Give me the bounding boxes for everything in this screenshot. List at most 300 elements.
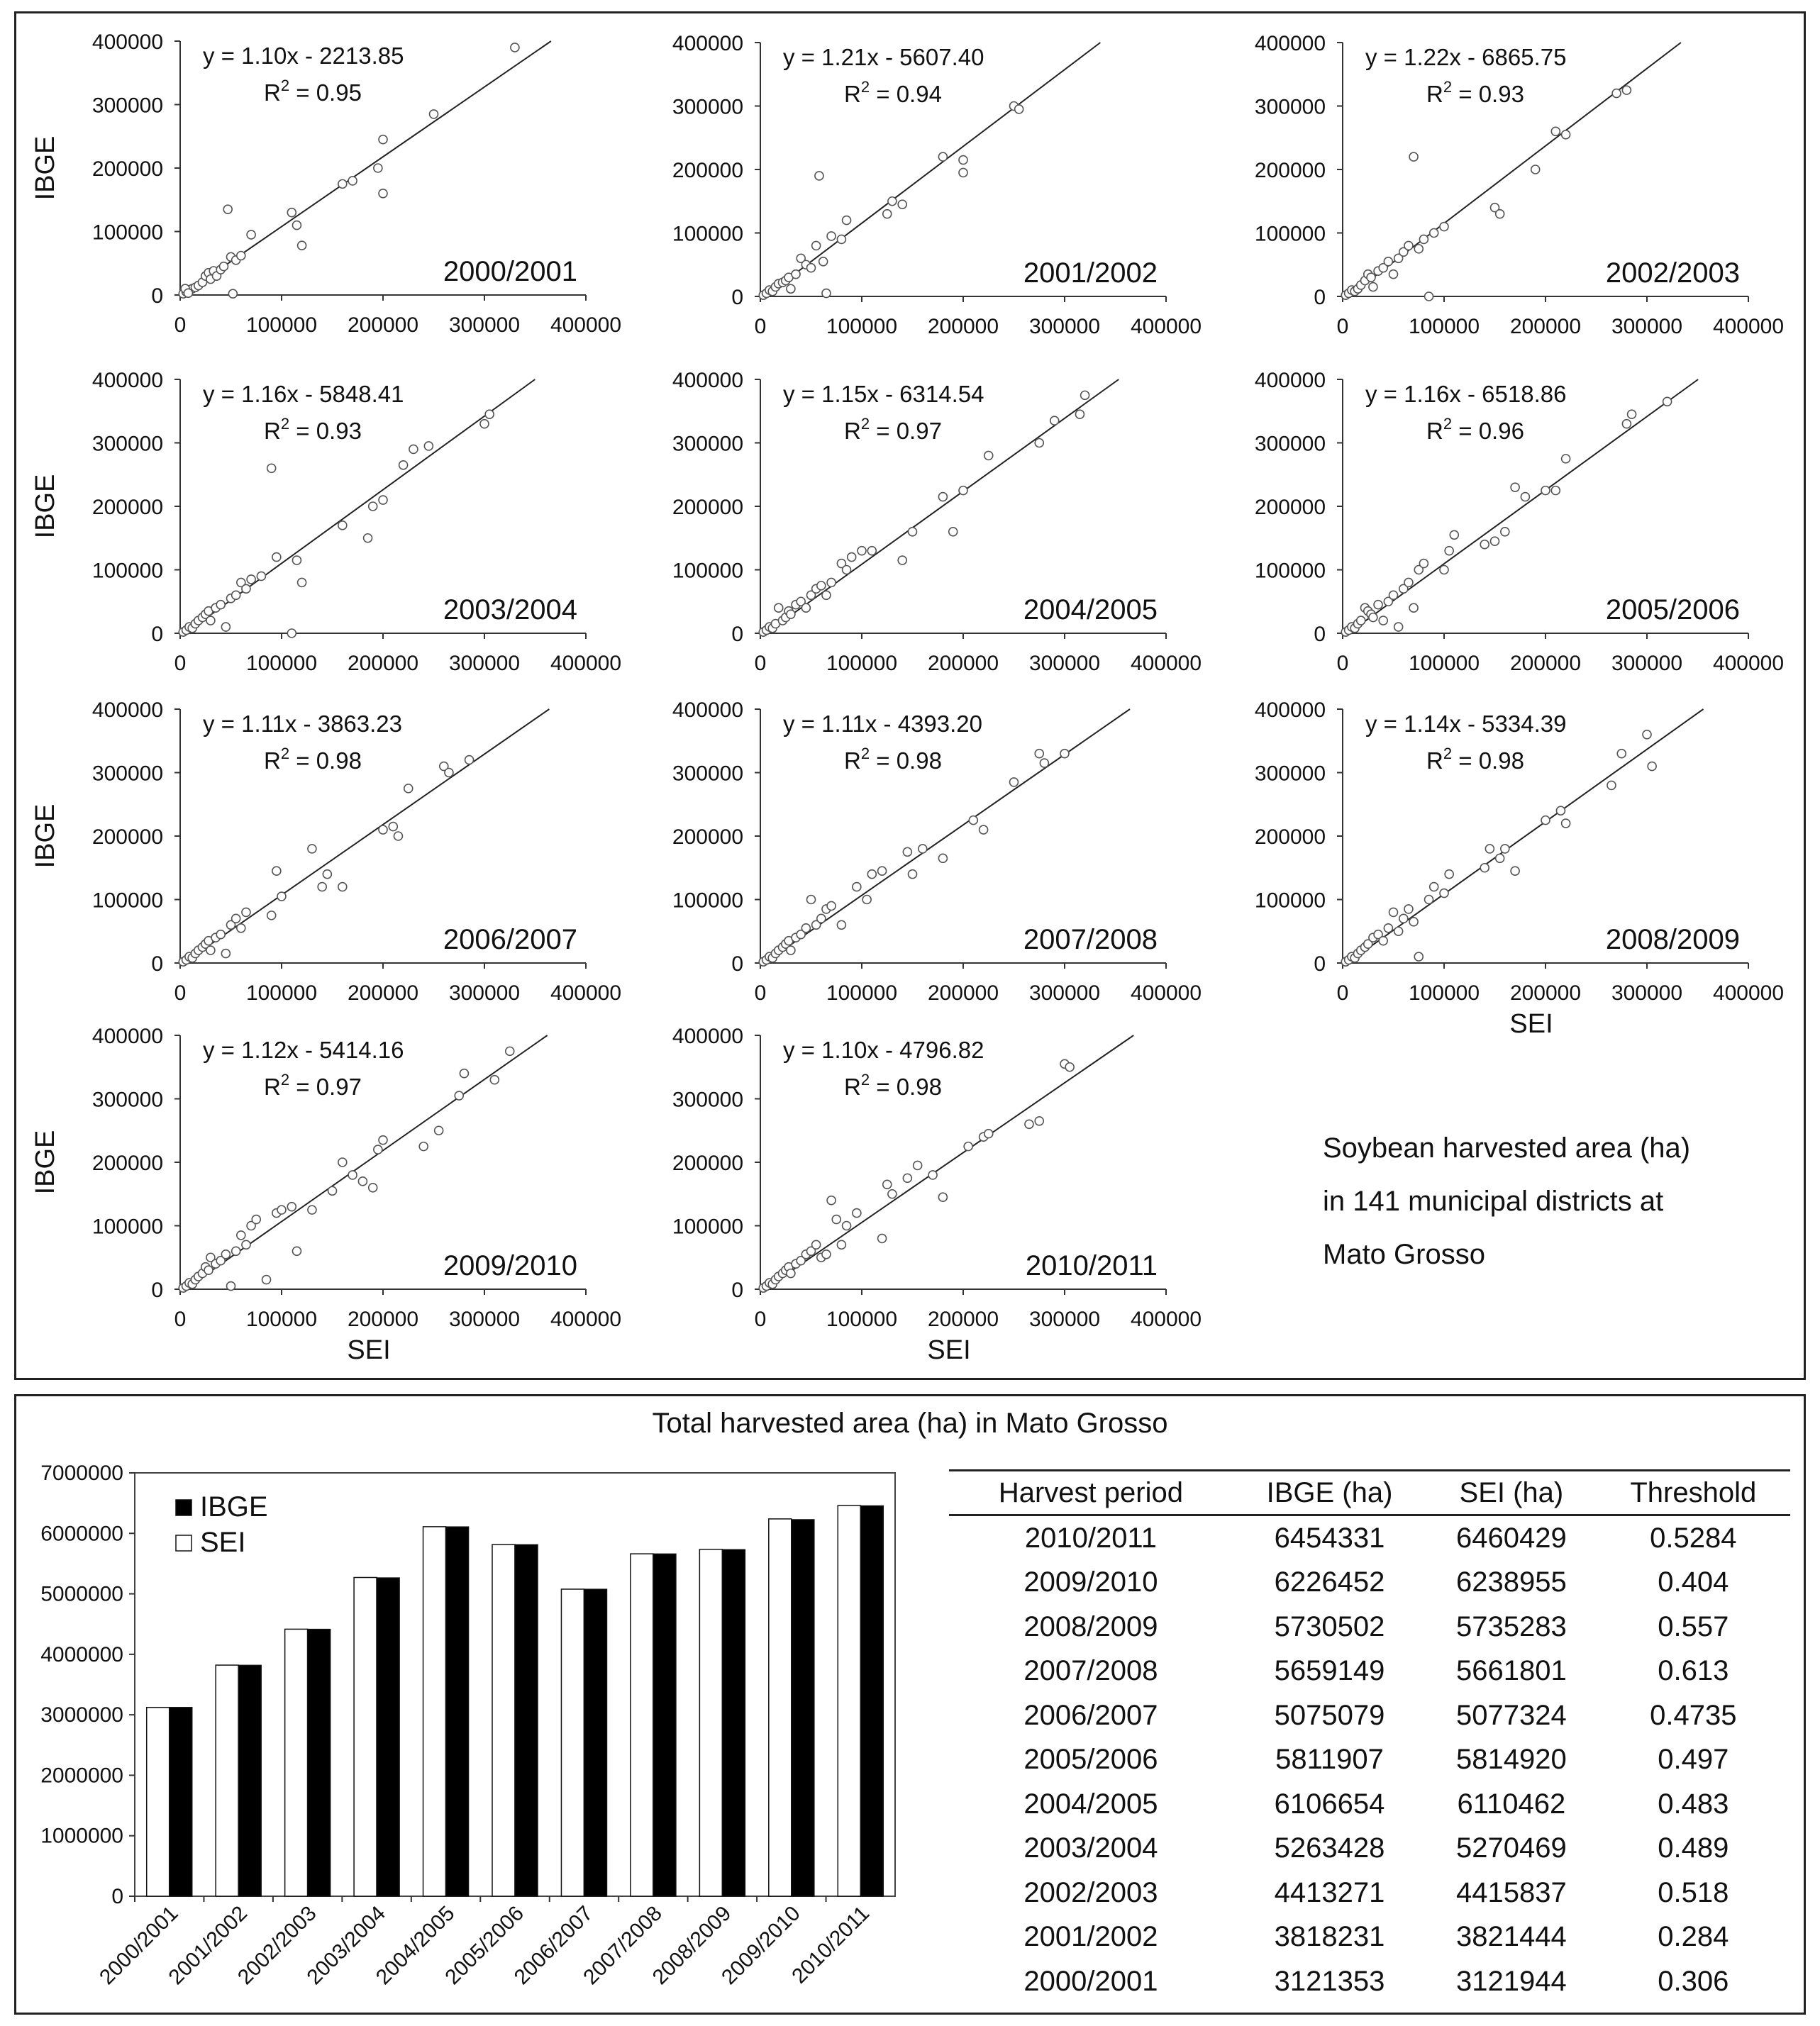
y-tick-label: 0 xyxy=(151,284,163,308)
r-squared-value: = 0.98 xyxy=(289,747,362,774)
y-tick-label: 100000 xyxy=(672,1215,743,1239)
r-squared-label xyxy=(844,415,942,444)
data-point xyxy=(1541,486,1550,495)
data-point xyxy=(374,1145,382,1154)
legend-swatch-ibge xyxy=(176,1500,192,1515)
y-axis-title: IBGE xyxy=(30,1130,60,1195)
data-point xyxy=(338,521,347,530)
bar-chart-title: Total harvested area (ha) in Mato Grosso xyxy=(652,1408,1168,1439)
table-row xyxy=(949,1959,1790,2004)
data-point xyxy=(1480,864,1489,872)
x-tick-label: 2008/2009 xyxy=(648,1901,736,1990)
regression-equation: y = 1.16x - 5848.41 xyxy=(203,381,404,407)
y-tick-label: 0 xyxy=(1314,952,1326,976)
x-tick-label: 100000 xyxy=(1408,981,1480,1005)
data-point xyxy=(1648,762,1656,771)
data-point xyxy=(287,629,296,638)
data-point xyxy=(858,547,866,555)
data-point xyxy=(815,172,823,180)
y-tick-label: 5000000 xyxy=(40,1582,123,1606)
y-tick-label: 400000 xyxy=(672,369,743,392)
r-squared-label xyxy=(1426,78,1524,107)
data-point xyxy=(460,1069,468,1078)
data-point xyxy=(184,289,192,297)
data-point xyxy=(837,235,845,243)
data-point xyxy=(812,241,821,250)
x-tick-label: 200000 xyxy=(347,1308,419,1331)
data-point xyxy=(1075,410,1084,418)
data-point xyxy=(287,1203,296,1211)
x-tick-label: 2005/2006 xyxy=(440,1901,528,1990)
bar-ibge xyxy=(308,1630,331,1896)
r-squared-label xyxy=(1426,745,1524,774)
data-point xyxy=(832,1215,840,1224)
data-point xyxy=(1384,257,1392,266)
data-point xyxy=(1040,759,1048,767)
data-point xyxy=(298,578,306,586)
y-tick-label: 300000 xyxy=(672,95,743,119)
data-point xyxy=(409,445,418,453)
data-point xyxy=(969,816,977,825)
data-point xyxy=(1445,547,1453,555)
x-tick-label: 400000 xyxy=(1712,981,1785,1005)
data-point xyxy=(272,553,281,562)
x-tick-label: 200000 xyxy=(927,652,999,675)
data-point xyxy=(257,572,265,580)
period-label: 2007/2008 xyxy=(1023,924,1158,955)
bar-ibge xyxy=(238,1665,261,1896)
data-point xyxy=(807,896,816,904)
data-point xyxy=(1404,578,1413,586)
data-point xyxy=(817,581,826,590)
x-tick-label: 0 xyxy=(1336,315,1349,338)
y-tick-label: 400000 xyxy=(672,32,743,55)
y-tick-label: 300000 xyxy=(672,762,743,786)
col-header-ibge: IBGE (ha) xyxy=(1233,1471,1426,1515)
table-row xyxy=(949,1515,1790,1561)
data-point xyxy=(1501,845,1509,853)
x-tick-label: 400000 xyxy=(550,652,622,675)
data-point xyxy=(964,1142,972,1151)
data-point xyxy=(379,189,387,198)
r-squared-value: = 0.98 xyxy=(870,1074,942,1100)
y-tick-label: 200000 xyxy=(91,825,163,849)
y-tick-label: 200000 xyxy=(672,1152,743,1175)
table-cell: 5263428 xyxy=(1274,1832,1385,1864)
table-cell: 5811907 xyxy=(1275,1744,1384,1776)
data-point xyxy=(1491,537,1499,545)
data-point xyxy=(206,946,215,954)
data-point xyxy=(221,1250,230,1259)
note-line: Mato Grosso xyxy=(1323,1239,1485,1270)
data-point xyxy=(338,1158,347,1167)
data-point xyxy=(878,1234,887,1242)
r-squared-superscript: 2 xyxy=(860,415,870,433)
r-squared-symbol: R xyxy=(844,1074,861,1100)
r-squared-label xyxy=(264,745,362,774)
data-point xyxy=(898,556,906,564)
x-tick-label: 200000 xyxy=(927,981,999,1005)
x-axis-title: SEI xyxy=(927,1335,971,1365)
y-tick-label: 200000 xyxy=(91,157,163,181)
data-point xyxy=(228,289,237,298)
data-point xyxy=(298,241,306,250)
data-point xyxy=(435,1126,443,1135)
table-cell: 2002/2003 xyxy=(1023,1876,1158,1908)
y-tick-label: 400000 xyxy=(91,1025,163,1048)
x-tick-label: 2001/2002 xyxy=(164,1901,253,1990)
table-body xyxy=(949,1515,1790,2004)
r-squared-superscript: 2 xyxy=(860,1071,870,1089)
r-squared-value: = 0.97 xyxy=(870,418,942,444)
y-tick-label: 200000 xyxy=(672,825,743,849)
x-tick-label: 200000 xyxy=(347,313,419,337)
data-point xyxy=(1511,867,1519,875)
x-tick-label: 200000 xyxy=(927,315,999,338)
data-point xyxy=(1050,416,1059,425)
table-cell: 0.489 xyxy=(1658,1832,1729,1864)
data-point xyxy=(837,1240,845,1249)
data-point xyxy=(812,1240,821,1249)
x-tick-label: 2006/2007 xyxy=(509,1901,598,1990)
y-tick-label: 2000000 xyxy=(40,1764,123,1788)
table-cell: 3818231 xyxy=(1274,1921,1385,1953)
data-point xyxy=(277,892,286,901)
data-point xyxy=(903,1174,911,1182)
table-cell: 2003/2004 xyxy=(1023,1832,1158,1864)
table-row xyxy=(949,1782,1790,1827)
note-line: Soybean harvested area (ha) xyxy=(1323,1132,1691,1164)
data-point xyxy=(984,451,993,460)
bar-ibge xyxy=(860,1506,883,1896)
table-cell: 4413271 xyxy=(1274,1876,1385,1908)
scatter-plot-2009-2010 xyxy=(30,1025,621,1365)
x-tick-label: 300000 xyxy=(1611,315,1683,338)
table-cell: 0.5284 xyxy=(1650,1522,1737,1554)
data-point xyxy=(1035,750,1043,758)
data-point xyxy=(1025,1120,1033,1128)
bar-ibge xyxy=(653,1554,676,1896)
data-point xyxy=(247,575,255,584)
data-point xyxy=(787,946,795,954)
data-point xyxy=(242,908,250,916)
table-cell: 2005/2006 xyxy=(1023,1744,1158,1776)
data-point xyxy=(1430,883,1438,891)
regression-equation: y = 1.11x - 3863.23 xyxy=(203,711,402,737)
data-point xyxy=(909,870,917,879)
data-point xyxy=(221,623,230,631)
data-point xyxy=(1010,778,1019,786)
data-point xyxy=(1501,528,1509,536)
data-point xyxy=(1607,781,1616,789)
data-point xyxy=(1409,603,1418,612)
data-point xyxy=(853,1209,861,1218)
data-point xyxy=(1367,273,1375,282)
data-point xyxy=(424,442,433,450)
data-point xyxy=(252,1215,260,1224)
bar-sei xyxy=(561,1589,584,1896)
bar-ibge xyxy=(377,1578,399,1896)
x-tick-label: 200000 xyxy=(1509,652,1582,675)
r-squared-value: = 0.93 xyxy=(289,418,362,444)
data-point xyxy=(379,825,387,834)
r-squared-superscript: 2 xyxy=(1443,415,1453,433)
y-tick-label: 6000000 xyxy=(40,1522,123,1546)
regression-equation: y = 1.21x - 5607.40 xyxy=(783,44,984,70)
data-point xyxy=(1622,86,1631,94)
x-tick-label: 300000 xyxy=(1028,315,1101,338)
x-tick-label: 400000 xyxy=(550,981,622,1005)
data-point xyxy=(949,528,958,536)
table-cell: 5730502 xyxy=(1274,1610,1385,1642)
data-point xyxy=(216,601,225,609)
scatter-plot-2001-2002 xyxy=(672,32,1202,338)
bar-sei xyxy=(699,1549,722,1896)
r-squared-symbol: R xyxy=(1426,418,1443,444)
x-tick-label: 0 xyxy=(174,652,187,675)
table-cell: 0.306 xyxy=(1658,1965,1729,1997)
r-squared-value: = 0.98 xyxy=(1452,747,1524,774)
table-row xyxy=(949,1738,1790,1783)
table-cell: 2001/2002 xyxy=(1023,1921,1158,1953)
data-point xyxy=(292,221,301,230)
table-cell: 6106654 xyxy=(1274,1788,1385,1820)
regression-equation: y = 1.10x - 4796.82 xyxy=(783,1037,984,1063)
y-tick-label: 100000 xyxy=(672,889,743,913)
x-tick-label: 300000 xyxy=(1028,1308,1101,1331)
regression-equation: y = 1.22x - 6865.75 xyxy=(1365,44,1567,70)
x-tick-label: 300000 xyxy=(448,981,521,1005)
r-squared-symbol: R xyxy=(264,418,281,444)
bar-ibge xyxy=(515,1544,538,1896)
data-point xyxy=(787,610,795,618)
regression-equation: y = 1.12x - 5414.16 xyxy=(203,1037,404,1063)
data-point xyxy=(379,135,387,144)
y-tick-label: 300000 xyxy=(91,94,163,118)
x-tick-label: 400000 xyxy=(1712,652,1785,675)
table-cell: 0.613 xyxy=(1658,1655,1729,1687)
data-point xyxy=(308,845,316,853)
data-point xyxy=(1617,750,1626,758)
data-point xyxy=(843,566,851,574)
x-tick-label: 200000 xyxy=(1509,981,1582,1005)
data-point xyxy=(1384,924,1392,933)
scatter-plot-2000-2001 xyxy=(30,30,621,337)
y-tick-label: 400000 xyxy=(672,1025,743,1048)
x-tick-label: 400000 xyxy=(550,313,622,337)
x-tick-label: 200000 xyxy=(347,652,419,675)
x-tick-label: 2009/2010 xyxy=(717,1901,805,1990)
data-point xyxy=(1425,292,1433,301)
data-point xyxy=(267,464,276,472)
bar-chart xyxy=(40,1462,895,1989)
y-tick-label: 0 xyxy=(731,1279,743,1302)
data-point xyxy=(848,553,856,562)
y-tick-label: 100000 xyxy=(91,221,163,245)
data-point xyxy=(465,756,474,764)
bar-sei xyxy=(838,1505,860,1896)
data-point xyxy=(506,1047,514,1055)
data-point xyxy=(1556,806,1565,815)
bar-sei xyxy=(423,1527,446,1896)
table-cell: 2009/2010 xyxy=(1023,1566,1158,1598)
y-tick-label: 200000 xyxy=(1254,496,1326,519)
regression-equation: y = 1.14x - 5334.39 xyxy=(1365,711,1567,737)
x-tick-label: 100000 xyxy=(826,981,898,1005)
y-tick-label: 400000 xyxy=(91,698,163,722)
data-point xyxy=(1065,1063,1074,1072)
data-point xyxy=(867,547,876,555)
data-point xyxy=(1404,241,1413,250)
data-point xyxy=(792,270,800,279)
r-squared-symbol: R xyxy=(264,79,281,106)
r-squared-superscript: 2 xyxy=(1443,745,1453,762)
data-point xyxy=(1551,127,1560,135)
scatter-plot-2008-2009 xyxy=(1255,698,1784,1039)
data-point xyxy=(369,1184,377,1192)
data-point xyxy=(262,1276,271,1284)
y-tick-label: 0 xyxy=(151,1279,163,1302)
data-point xyxy=(338,179,347,188)
bar-ibge xyxy=(722,1549,745,1896)
y-tick-label: 0 xyxy=(731,286,743,309)
bar-sei xyxy=(492,1544,515,1896)
data-point xyxy=(1521,493,1529,501)
data-point xyxy=(1081,391,1089,399)
data-point xyxy=(843,1222,851,1230)
y-axis-title: IBGE xyxy=(30,803,60,869)
note-line: in 141 municipal districts at xyxy=(1323,1186,1664,1217)
y-tick-label: 0 xyxy=(151,952,163,976)
data-point xyxy=(1374,601,1382,609)
x-tick-label: 2010/2011 xyxy=(787,1901,875,1988)
data-point xyxy=(959,156,967,165)
data-point xyxy=(938,854,947,862)
data-point xyxy=(959,486,967,495)
col-header-sei: SEI (ha) xyxy=(1426,1471,1596,1515)
table-cell: 3121353 xyxy=(1274,1965,1385,1997)
data-point xyxy=(232,1247,240,1255)
y-tick-label: 400000 xyxy=(1254,369,1326,392)
data-point xyxy=(1404,905,1413,913)
y-tick-label: 400000 xyxy=(91,30,163,54)
col-header-harvest-period: Harvest period xyxy=(949,1471,1233,1515)
r-squared-label xyxy=(264,415,362,444)
data-point xyxy=(219,262,228,271)
data-point xyxy=(938,1193,947,1201)
data-point xyxy=(455,1091,463,1100)
x-tick-label: 100000 xyxy=(826,1308,898,1331)
data-point xyxy=(480,420,489,428)
data-point xyxy=(1622,420,1631,428)
table-cell: 2008/2009 xyxy=(1023,1610,1158,1642)
table-cell: 2000/2001 xyxy=(1023,1965,1158,1997)
data-point xyxy=(1414,245,1423,253)
data-point xyxy=(237,252,245,260)
x-tick-label: 0 xyxy=(174,981,187,1005)
data-point xyxy=(206,616,215,625)
table-row xyxy=(949,1915,1790,1960)
data-point xyxy=(919,845,927,853)
y-axis-title: IBGE xyxy=(30,135,60,201)
y-tick-label: 7000000 xyxy=(40,1462,123,1485)
x-tick-label: 100000 xyxy=(826,652,898,675)
data-point xyxy=(1419,235,1428,243)
y-tick-label: 300000 xyxy=(1254,432,1326,456)
r-squared-superscript: 2 xyxy=(280,415,290,433)
data-point xyxy=(223,205,232,213)
x-tick-label: 2000/2001 xyxy=(95,1901,183,1990)
data-point xyxy=(1389,591,1398,599)
y-tick-label: 300000 xyxy=(672,1088,743,1112)
table-cell: 5735283 xyxy=(1456,1610,1567,1642)
r-squared-symbol: R xyxy=(844,747,861,774)
data-point xyxy=(817,914,826,923)
data-point xyxy=(843,216,851,225)
table-cell: 6226452 xyxy=(1274,1566,1385,1598)
data-point xyxy=(1562,819,1570,828)
data-point xyxy=(1035,1117,1043,1125)
x-tick-label: 400000 xyxy=(550,1308,622,1331)
data-point xyxy=(1409,152,1418,161)
x-tick-label: 0 xyxy=(754,315,767,338)
x-tick-label: 400000 xyxy=(1130,315,1202,338)
table-cell: 5659149 xyxy=(1274,1655,1385,1687)
table-cell: 4415837 xyxy=(1456,1876,1567,1908)
data-point xyxy=(389,823,397,831)
y-tick-label: 0 xyxy=(151,623,163,646)
data-point xyxy=(358,1177,367,1186)
table-cell: 0.4735 xyxy=(1650,1699,1737,1731)
table-cell: 5270469 xyxy=(1456,1832,1567,1864)
scatter-plot-2003-2004 xyxy=(30,369,621,675)
data-point xyxy=(959,168,967,177)
x-tick-label: 2004/2005 xyxy=(371,1901,460,1990)
y-tick-label: 400000 xyxy=(91,369,163,392)
data-point xyxy=(1485,845,1494,853)
data-point xyxy=(242,584,250,593)
y-tick-label: 300000 xyxy=(91,432,163,456)
data-point xyxy=(1440,223,1448,231)
period-label: 2010/2011 xyxy=(1025,1250,1158,1281)
data-point xyxy=(1511,483,1519,491)
x-tick-label: 100000 xyxy=(245,313,318,337)
x-tick-label: 100000 xyxy=(245,1308,318,1331)
scatter-plot-2004-2005 xyxy=(672,369,1202,675)
data-point xyxy=(909,528,917,536)
data-point xyxy=(867,870,876,879)
r-squared-superscript: 2 xyxy=(280,1071,290,1089)
data-point xyxy=(938,152,947,161)
r-squared-superscript: 2 xyxy=(280,77,290,94)
data-point xyxy=(827,901,836,910)
data-point xyxy=(1628,410,1636,418)
scatter-plot-2005-2006 xyxy=(1255,369,1784,675)
r-squared-value: = 0.95 xyxy=(289,79,362,106)
x-tick-label: 300000 xyxy=(448,652,521,675)
data-point xyxy=(1551,486,1560,495)
table-cell: 5077324 xyxy=(1456,1699,1567,1731)
data-point xyxy=(348,177,357,185)
data-point xyxy=(1425,896,1433,904)
data-point xyxy=(379,1136,387,1145)
data-point xyxy=(1531,165,1540,174)
data-point xyxy=(204,1266,213,1274)
x-tick-label: 0 xyxy=(754,1308,767,1331)
legend-label-sei: SEI xyxy=(200,1527,246,1558)
y-tick-label: 200000 xyxy=(1254,825,1326,849)
period-label: 2000/2001 xyxy=(443,256,577,287)
